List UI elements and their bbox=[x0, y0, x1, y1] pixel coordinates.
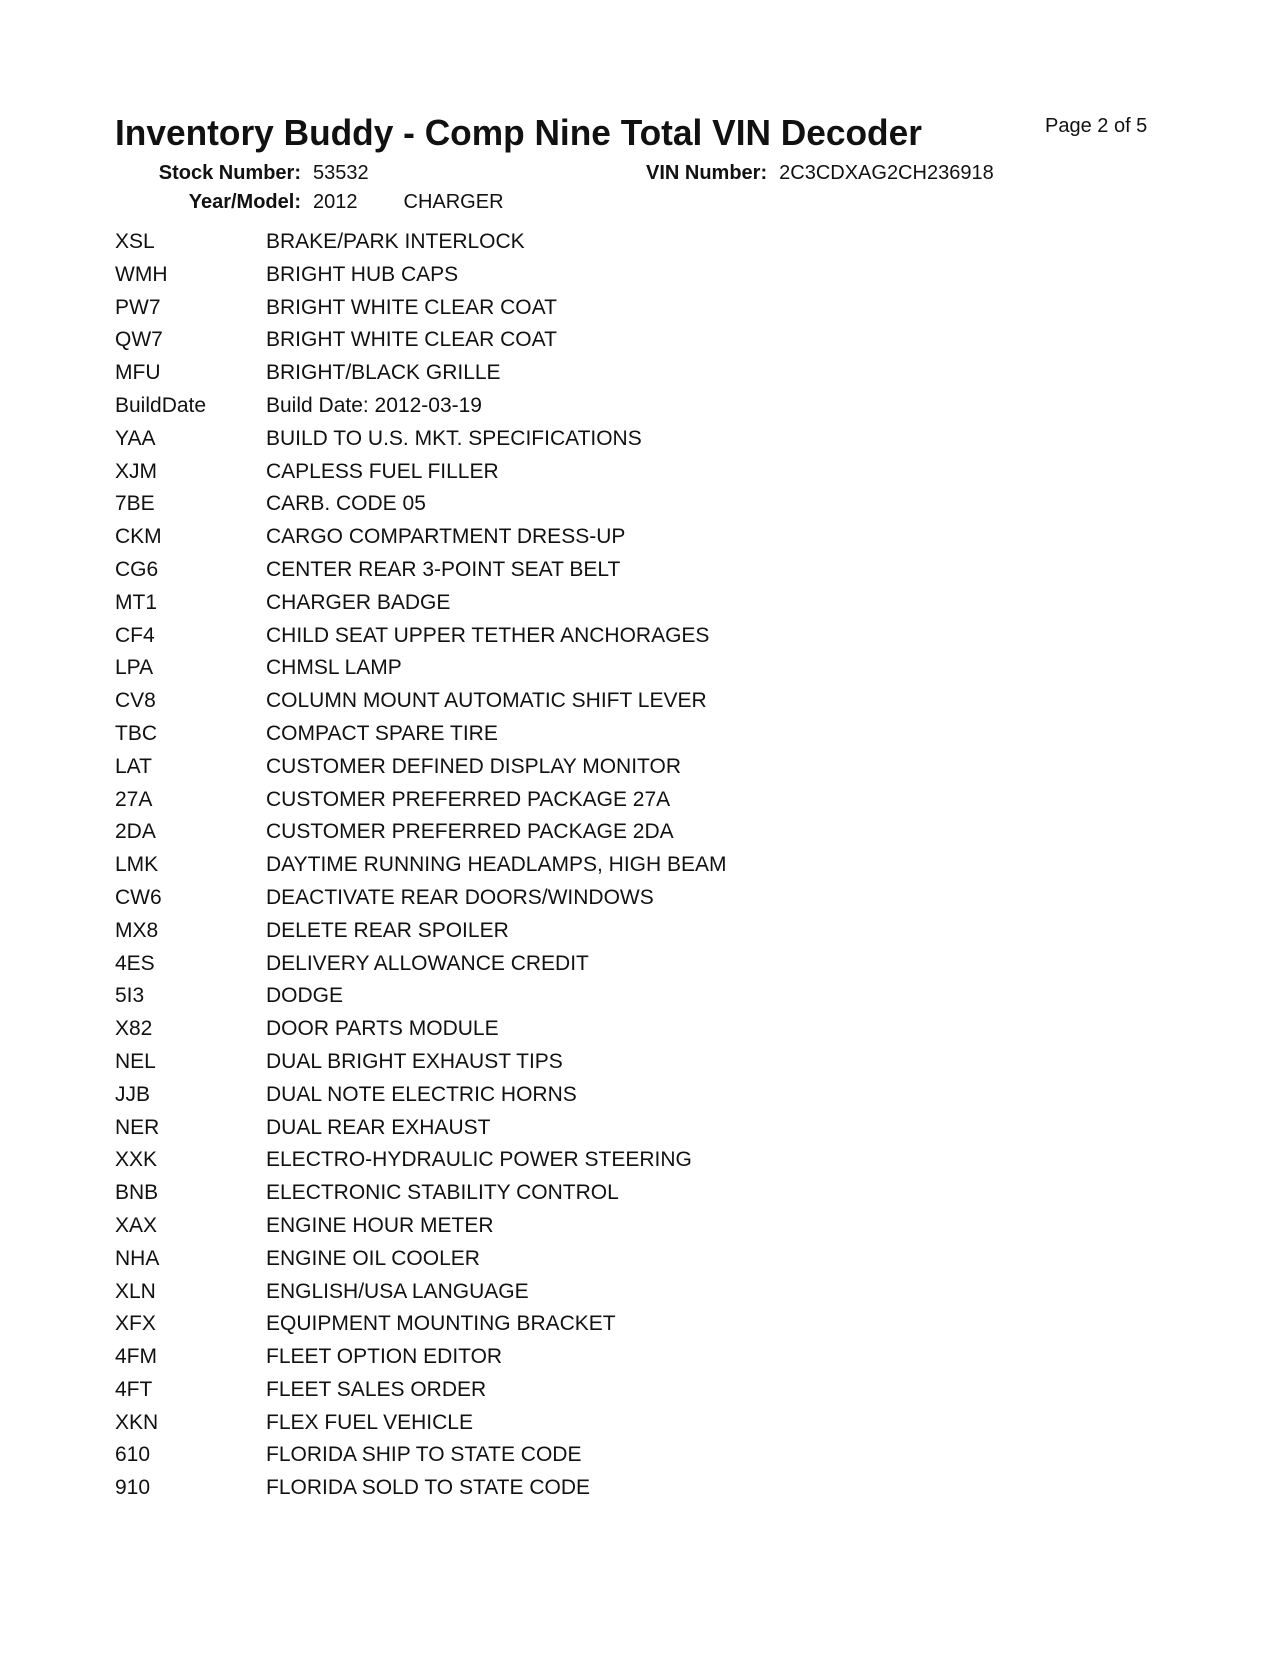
option-code: XLN bbox=[115, 1279, 156, 1303]
option-description: CHARGER BADGE bbox=[266, 590, 451, 614]
option-description: CAPLESS FUEL FILLER bbox=[266, 459, 499, 483]
option-description: FLORIDA SOLD TO STATE CODE bbox=[266, 1476, 591, 1500]
stock-number-value: 53532 bbox=[313, 162, 369, 184]
option-code: YAA bbox=[115, 426, 156, 450]
option-row bbox=[115, 1148, 727, 1181]
option-code: MT1 bbox=[115, 590, 157, 614]
option-row bbox=[115, 1050, 727, 1083]
option-description: FLORIDA SHIP TO STATE CODE bbox=[266, 1443, 582, 1467]
option-code: 610 bbox=[115, 1443, 151, 1467]
option-code: 4ES bbox=[115, 951, 155, 975]
option-row bbox=[115, 1378, 727, 1411]
option-description: CUSTOMER DEFINED DISPLAY MONITOR bbox=[266, 754, 682, 778]
option-row bbox=[115, 886, 727, 919]
option-row bbox=[115, 230, 727, 263]
option-row bbox=[115, 492, 727, 525]
option-code: LMK bbox=[115, 853, 159, 877]
option-code: 2DA bbox=[115, 820, 156, 844]
option-code: XFX bbox=[115, 1312, 156, 1336]
option-code: CV8 bbox=[115, 689, 156, 713]
option-code: 7BE bbox=[115, 492, 155, 516]
option-code: MX8 bbox=[115, 918, 159, 942]
year-model-label: Year/Model: bbox=[188, 191, 301, 213]
option-row bbox=[115, 558, 727, 591]
option-code: X82 bbox=[115, 1017, 153, 1041]
option-row bbox=[115, 591, 727, 624]
option-description: CHMSL LAMP bbox=[266, 656, 402, 680]
option-code: XJM bbox=[115, 459, 157, 483]
option-description: FLEX FUEL VEHICLE bbox=[266, 1410, 473, 1434]
option-description: CHILD SEAT UPPER TETHER ANCHORAGES bbox=[266, 623, 710, 647]
option-description: Build Date: 2012-03-19 bbox=[266, 393, 482, 417]
option-code: NER bbox=[115, 1115, 160, 1139]
stock-number-row bbox=[155, 162, 369, 185]
option-code: WMH bbox=[115, 262, 168, 286]
option-description: DELETE REAR SPOILER bbox=[266, 918, 509, 942]
option-description: BUILD TO U.S. MKT. SPECIFICATIONS bbox=[266, 426, 642, 450]
option-row bbox=[115, 1083, 727, 1116]
option-row bbox=[115, 1312, 727, 1345]
option-row bbox=[115, 361, 727, 394]
option-code: BuildDate bbox=[115, 393, 207, 417]
option-code: XXK bbox=[115, 1148, 158, 1172]
option-description: DEACTIVATE REAR DOORS/WINDOWS bbox=[266, 885, 654, 909]
option-code: XKN bbox=[115, 1410, 159, 1434]
model-value: CHARGER bbox=[403, 191, 504, 213]
option-description: DUAL BRIGHT EXHAUST TIPS bbox=[266, 1049, 563, 1073]
option-row bbox=[115, 689, 727, 722]
option-code: 5I3 bbox=[115, 984, 145, 1008]
option-description: ENGINE HOUR METER bbox=[266, 1213, 494, 1237]
option-code: XSL bbox=[115, 230, 155, 253]
option-description: CARGO COMPARTMENT DRESS-UP bbox=[266, 525, 626, 549]
option-code: XAX bbox=[115, 1213, 158, 1237]
option-description: BRIGHT WHITE CLEAR COAT bbox=[266, 328, 557, 352]
option-description: DAYTIME RUNNING HEADLAMPS, HIGH BEAM bbox=[266, 853, 727, 877]
option-code: TBC bbox=[115, 721, 157, 745]
option-row bbox=[115, 296, 727, 329]
page-number: Page 2 of 5 bbox=[1045, 115, 1148, 137]
option-description: DELIVERY ALLOWANCE CREDIT bbox=[266, 951, 589, 975]
option-description: EQUIPMENT MOUNTING BRACKET bbox=[266, 1312, 616, 1336]
option-code: CG6 bbox=[115, 557, 159, 581]
option-row bbox=[115, 328, 727, 361]
option-row bbox=[115, 624, 727, 657]
option-row bbox=[115, 1280, 727, 1313]
option-code: NHA bbox=[115, 1246, 160, 1270]
option-code: 27A bbox=[115, 787, 153, 811]
option-code: JJB bbox=[115, 1082, 151, 1106]
option-row bbox=[115, 788, 727, 821]
option-description: COLUMN MOUNT AUTOMATIC SHIFT LEVER bbox=[266, 689, 707, 713]
option-row bbox=[115, 656, 727, 689]
vin-number-row bbox=[646, 162, 994, 185]
option-row bbox=[115, 755, 727, 788]
option-description: ELECTRONIC STABILITY CONTROL bbox=[266, 1181, 619, 1205]
option-row bbox=[115, 722, 727, 755]
option-description: ENGINE OIL COOLER bbox=[266, 1246, 480, 1270]
option-code: NEL bbox=[115, 1049, 156, 1073]
option-code: PW7 bbox=[115, 295, 161, 319]
option-description: BRIGHT HUB CAPS bbox=[266, 262, 459, 286]
year-value: 2012 bbox=[313, 191, 358, 213]
option-description: CENTER REAR 3-POINT SEAT BELT bbox=[266, 557, 621, 581]
option-row bbox=[115, 1247, 727, 1280]
option-code: MFU bbox=[115, 361, 161, 385]
option-row bbox=[115, 853, 727, 886]
option-row bbox=[115, 984, 727, 1017]
option-description: BRAKE/PARK INTERLOCK bbox=[266, 230, 525, 253]
option-code-list bbox=[115, 230, 727, 1509]
option-row bbox=[115, 1411, 727, 1444]
option-description: DOOR PARTS MODULE bbox=[266, 1017, 499, 1041]
option-description: FLEET SALES ORDER bbox=[266, 1377, 487, 1401]
option-code: BNB bbox=[115, 1181, 159, 1205]
option-description: DUAL REAR EXHAUST bbox=[266, 1115, 491, 1139]
option-row bbox=[115, 525, 727, 558]
option-row bbox=[115, 820, 727, 853]
option-description: CUSTOMER PREFERRED PACKAGE 27A bbox=[266, 787, 671, 811]
option-row bbox=[115, 952, 727, 985]
option-row bbox=[115, 1116, 727, 1149]
option-code: 4FT bbox=[115, 1377, 153, 1401]
option-row bbox=[115, 1181, 727, 1214]
stock-number-label: Stock Number: bbox=[158, 162, 301, 184]
option-description: FLEET OPTION EDITOR bbox=[266, 1345, 503, 1369]
document-title: Inventory Buddy - Comp Nine Total VIN Decoder bbox=[115, 112, 922, 153]
option-row bbox=[115, 1476, 727, 1509]
option-code: LAT bbox=[115, 754, 152, 778]
option-description: DUAL NOTE ELECTRIC HORNS bbox=[266, 1082, 577, 1106]
option-description: BRIGHT WHITE CLEAR COAT bbox=[266, 295, 557, 319]
option-row bbox=[115, 1443, 727, 1476]
option-code: LPA bbox=[115, 656, 154, 680]
option-description: ELECTRO-HYDRAULIC POWER STEERING bbox=[266, 1148, 692, 1172]
option-code: 4FM bbox=[115, 1345, 157, 1369]
vin-number-value: 2C3CDXAG2CH236918 bbox=[779, 162, 994, 184]
option-description: CUSTOMER PREFERRED PACKAGE 2DA bbox=[266, 820, 674, 844]
option-description: BRIGHT/BLACK GRILLE bbox=[266, 361, 501, 385]
option-row bbox=[115, 394, 727, 427]
option-code: CF4 bbox=[115, 623, 155, 647]
option-code: QW7 bbox=[115, 328, 163, 352]
option-row bbox=[115, 1017, 727, 1050]
option-code: CKM bbox=[115, 525, 162, 549]
option-description: DODGE bbox=[266, 984, 344, 1008]
year-model-row bbox=[155, 191, 504, 214]
option-description: COMPACT SPARE TIRE bbox=[266, 721, 498, 745]
option-row bbox=[115, 1345, 727, 1378]
option-row bbox=[115, 1214, 727, 1247]
option-code: CW6 bbox=[115, 885, 162, 909]
vin-number-label: VIN Number: bbox=[646, 162, 768, 184]
option-row bbox=[115, 427, 727, 460]
option-row bbox=[115, 460, 727, 493]
option-row bbox=[115, 919, 727, 952]
option-description: ENGLISH/USA LANGUAGE bbox=[266, 1279, 529, 1303]
option-row bbox=[115, 263, 727, 296]
option-code: 910 bbox=[115, 1476, 151, 1500]
option-description: CARB. CODE 05 bbox=[266, 492, 426, 516]
